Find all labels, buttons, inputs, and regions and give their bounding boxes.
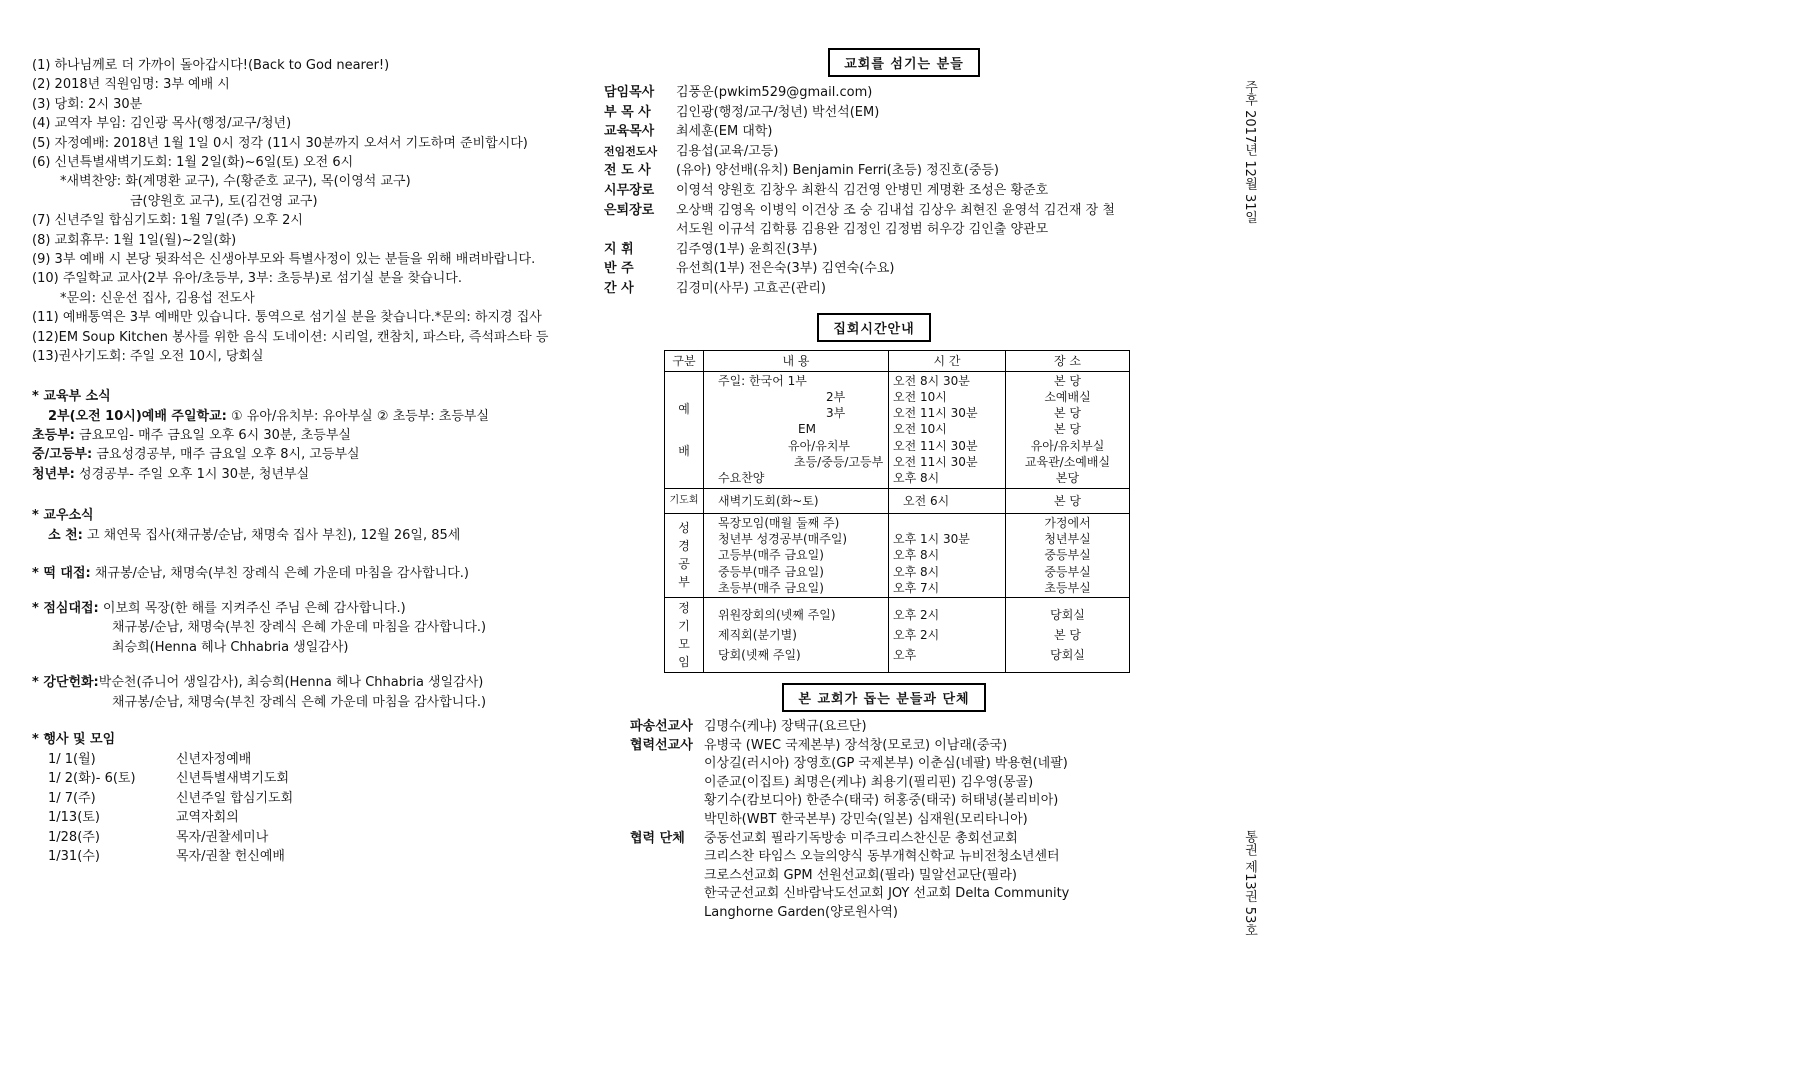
missions-row: 협력선교사 유병국 (WEC 국제본부) 장석창(모로코) 이남래(중국) bbox=[630, 737, 1008, 753]
notice-item: (5) 자정예배: 2018년 1월 1일 0시 정각 (11시 30분까지 오셔서 기도하며 준비합시다) bbox=[32, 135, 528, 151]
time-cell: 오후 1시 30분 오후 8시 오후 8시 오후 7시 bbox=[889, 513, 1006, 597]
place-cell: 본 당 소예배실 본 당 본 당 유아/유치부실 교육관/소예배실 본당 bbox=[1006, 371, 1130, 488]
missions-title-wrap bbox=[604, 683, 1204, 712]
staff-row: 교육목사 최세훈(EM 대학) bbox=[604, 124, 773, 140]
missions-row: 협력 단체 중동선교회 필라기독방송 미주크리스찬신문 총회선교회 bbox=[630, 830, 1018, 846]
staff-row: 담임목사 김풍운(pwkim529@gmail.com) bbox=[604, 85, 873, 100]
schedule-title: 집회시간안내 bbox=[817, 313, 930, 342]
missions-line: 크로스선교회 GPM 선원선교회(필라) 밀알선교단(필라) bbox=[704, 867, 1017, 883]
missions-line: 크리스찬 타임스 오늘의양식 동부개혁신학교 뉴비전청소년센터 bbox=[704, 849, 1060, 865]
place-cell: 당회실 본 당 당회실 bbox=[1006, 598, 1130, 673]
education-line: 청년부: 성경공부- 주일 오후 1시 30분, 청년부실 bbox=[32, 466, 310, 482]
missions-line: 이상길(러시아) 장영호(GP 국제본부) 이춘심(네팔) 박용현(네팔) bbox=[704, 756, 1068, 772]
category-worship: 예 배 bbox=[665, 371, 704, 488]
notice-item: (11) 예배통역은 3부 예배만 있습니다. 통역으로 섬기실 분을 찾습니다.*문의: 하지경 집사 bbox=[32, 310, 542, 326]
notice-item: (13)권사기도회: 주일 오전 10시, 당회실 bbox=[32, 349, 264, 365]
staff-row: 전임전도사 김용섭(교육/고등) bbox=[604, 143, 779, 159]
notice-item: (6) 신년특별새벽기도회: 1월 2일(화)~6일(토) 오전 6시 bbox=[32, 155, 354, 171]
staff-row: 전 도 사 (유아) 양선배(유치) Benjamin Ferri(초등) 정진호(중등) bbox=[604, 163, 1000, 179]
notices-list bbox=[32, 56, 602, 367]
event-row: 1/ 7(주) 신년주일 합심기도회 bbox=[48, 790, 294, 806]
header-content: 내 용 bbox=[704, 350, 889, 371]
category-meetings: 정 기 모 임 bbox=[665, 598, 704, 673]
education-line: 2부(오전 10시)예배 주일학교: ① 유아/유치부: 유아부실 ② 초등부: 초등부실 bbox=[48, 408, 490, 424]
notice-item: (8) 교회휴무: 1월 1일(월)~2일(화) bbox=[32, 232, 237, 248]
missions-line: 황기수(캄보디아) 한준수(태국) 허홍중(태국) 허태녕(볼리비아) bbox=[704, 793, 1059, 809]
time-cell: 오전 6시 bbox=[889, 488, 1006, 513]
missions-line: Langhorne Garden(양로원사역) bbox=[704, 905, 898, 921]
events-section bbox=[32, 730, 602, 866]
missions-row: 파송선교사 김명수(케냐) 장택규(요르단) bbox=[630, 719, 867, 735]
content-cell: 주일: 한국어 1부 2부 3부 EM 유아/유치부 초등/중등/고등부 수요찬양 bbox=[704, 371, 889, 488]
staff-row: 지 휘 김주영(1부) 윤희진(3부) bbox=[604, 241, 818, 257]
staff-title-wrap bbox=[604, 48, 1204, 77]
event-row: 1/31(수) 목자/권찰 헌신예배 bbox=[48, 849, 285, 864]
category-bible-study: 성 경 공 부 bbox=[665, 513, 704, 597]
staff-list bbox=[604, 83, 1204, 299]
missions-title: 본 교회가 돕는 분들과 단체 bbox=[782, 683, 985, 712]
schedule-header-row bbox=[665, 350, 1130, 371]
bulletin-issue: 통권 제13권 53호 bbox=[1242, 830, 1257, 937]
notice-item: (4) 교역자 부임: 김인광 목사(행정/교구/청년) bbox=[32, 116, 292, 132]
members-section bbox=[32, 506, 602, 545]
staff-row: 시무장로 이영석 양원호 김창우 최환식 김건영 안병민 계명환 조성은 황준호 bbox=[604, 182, 1049, 198]
staff-row: 간 사 김경미(사무) 고효곤(관리) bbox=[604, 280, 826, 296]
table-row bbox=[665, 371, 1130, 488]
table-row bbox=[665, 598, 1130, 673]
notice-item: (7) 신년주일 합심기도회: 1월 7일(주) 오후 2시 bbox=[32, 213, 303, 229]
staff-row-continuation: 서도원 이규석 김학룡 김용완 김정인 김정범 허우강 김인출 양관모 bbox=[676, 222, 1049, 238]
notice-item: *문의: 신운선 집사, 김용섭 전도사 bbox=[60, 290, 255, 306]
category-prayer: 기도회 bbox=[665, 488, 704, 513]
education-line: 초등부: 금요모임- 매주 금요일 오후 6시 30분, 초등부실 bbox=[32, 427, 351, 443]
left-column bbox=[32, 56, 602, 866]
notice-item: *새벽찬양: 화(계명환 교구), 수(황준호 교구), 목(이영석 교구) bbox=[60, 174, 411, 190]
flowers-line: * 강단헌화:박순천(쥬니어 생일감사), 최승희(Henna 헤나 Chhabria 생일감사) bbox=[32, 675, 484, 691]
event-row: 1/ 1(월) 신년자정예배 bbox=[48, 751, 252, 767]
content-cell: 목장모임(매월 둘째 주) 청년부 성경공부(매주일) 고등부(매주 금요일) 중등부(매주 금요일) 초등부(매주 금요일) bbox=[704, 513, 889, 597]
notice-item: (10) 주일학교 교사(2부 유아/초등부, 3부: 초등부)로 섬기실 분을 찾습니다. bbox=[32, 271, 462, 287]
event-row: 1/28(주) 목자/권찰세미나 bbox=[48, 829, 269, 845]
schedule-table bbox=[664, 350, 1130, 674]
notice-item: (9) 3부 예배 시 본당 뒷좌석은 신생아부모와 특별사정이 있는 분들을 위해 배려바랍니다. bbox=[32, 252, 536, 268]
header-time: 시 간 bbox=[889, 350, 1006, 371]
content-cell: 위원장회의(넷째 주일) 제직회(분기별) 당회(넷째 주일) bbox=[704, 598, 889, 673]
missions-line: 한국군선교회 신바람낙도선교회 JOY 선교회 Delta Community bbox=[704, 886, 1070, 902]
event-row: 1/ 2(화)- 6(토) 신년특별새벽기도회 bbox=[48, 771, 290, 787]
header-place: 장 소 bbox=[1006, 350, 1130, 371]
education-section bbox=[32, 387, 602, 485]
table-row bbox=[665, 488, 1130, 513]
event-row: 1/13(토) 교역자회의 bbox=[48, 810, 239, 826]
lunch-line: 최승희(Henna 헤나 Chhabria 생일감사) bbox=[112, 639, 349, 655]
members-line: 소 천: 고 채연묵 집사(채규봉/순남, 채명숙 집사 부친), 12월 26일, 85세 bbox=[48, 528, 461, 544]
missions-list bbox=[604, 718, 1204, 923]
staff-row: 반 주 유선희(1부) 전은숙(3부) 김연숙(수요) bbox=[604, 261, 895, 277]
flowers-section bbox=[32, 673, 602, 712]
flowers-line: 채규봉/순남, 채명숙(부친 장례식 은혜 가운데 마침을 감사합니다.) bbox=[112, 694, 487, 710]
table-row bbox=[665, 513, 1130, 597]
rice-cake-section bbox=[32, 564, 602, 583]
time-cell: 오후 2시 오후 2시 오후 bbox=[889, 598, 1006, 673]
lunch-line: 채규봉/순남, 채명숙(부친 장례식 은혜 가운데 마침을 감사합니다.) bbox=[112, 620, 487, 636]
notice-item: (2) 2018년 직원임명: 3부 예배 시 bbox=[32, 77, 230, 93]
rice-cake-line: * 떡 대접: 채규봉/순남, 채명숙(부친 장례식 은혜 가운데 마침을 감사합니다.) bbox=[32, 565, 469, 581]
place-cell: 가정에서 청년부실 중등부실 중등부실 초등부실 bbox=[1006, 513, 1130, 597]
missions-line: 이준교(이집트) 최명은(케냐) 최용기(필리핀) 김우영(몽골) bbox=[704, 774, 1034, 790]
middle-column bbox=[604, 48, 1204, 923]
staff-row: 부 목 사 김인광(행정/교구/청년) 박선석(EM) bbox=[604, 104, 880, 120]
lunch-section bbox=[32, 599, 602, 657]
notice-item: 금(양원호 교구), 토(김건영 교구) bbox=[130, 193, 318, 209]
content-cell: 새벽기도회(화~토) bbox=[704, 488, 889, 513]
bulletin-date: 주후 2017년 12월 31일 bbox=[1242, 80, 1257, 224]
notice-item: (12)EM Soup Kitchen 봉사를 위한 음식 도네이션: 시리얼, 캔참치, 파스타, 즉석파스타 등 bbox=[32, 329, 549, 345]
events-title: * 행사 및 모임 bbox=[32, 731, 116, 747]
education-line: 중/고등부: 금요성경공부, 매주 금요일 오후 8시, 고등부실 bbox=[32, 447, 360, 463]
lunch-line: * 점심대접: 이보희 목장(한 해를 지켜주신 주님 은혜 감사합니다.) bbox=[32, 600, 406, 616]
header-category: 구분 bbox=[665, 350, 704, 371]
staff-title: 교회를 섬기는 분들 bbox=[828, 48, 980, 77]
notice-item: (1) 하나님께로 더 가까이 돌아갑시다!(Back to God nearer!) bbox=[32, 58, 390, 73]
education-title: * 교육부 소식 bbox=[32, 388, 111, 404]
staff-row: 은퇴장로 오상백 김영옥 이병익 이건상 조 숭 김내섭 김상우 최현진 윤영석 김건재 장 철 bbox=[604, 202, 1115, 218]
schedule-title-wrap bbox=[604, 313, 1204, 342]
notice-item: (3) 당회: 2시 30분 bbox=[32, 96, 143, 112]
place-cell: 본 당 bbox=[1006, 488, 1130, 513]
members-title: * 교우소식 bbox=[32, 508, 94, 524]
missions-line: 박민하(WBT 한국본부) 강민숙(일본) 심재원(모리타니아) bbox=[704, 812, 1028, 828]
time-cell: 오전 8시 30분 오전 10시 오전 11시 30분 오전 10시 오전 11시 30분 오전 11시 30분 오후 8시 bbox=[889, 371, 1006, 488]
